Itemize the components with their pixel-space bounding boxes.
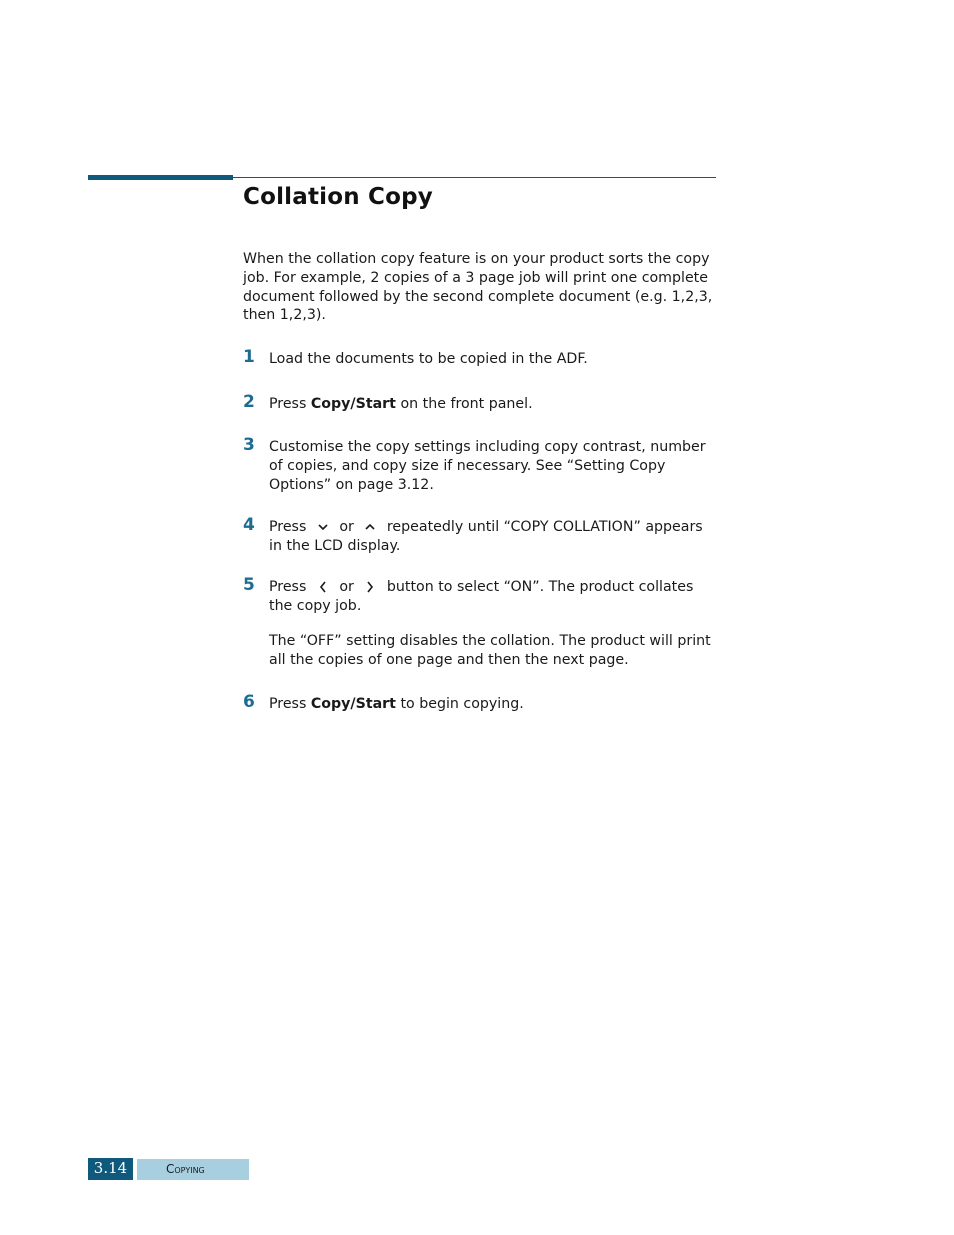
step-text: Customise the copy settings including copy contrast, number of copies, and copy size if necessary. See “Setting Copy Options” on page 3.12. [269, 439, 706, 493]
step-text [269, 695, 719, 714]
copy-start-key: Copy/Start [310, 696, 396, 712]
step-text-mid: or [334, 519, 359, 535]
header-rule-thin [233, 177, 716, 178]
step-text-post: button to select “ON”. The product collates the copy job. [269, 579, 694, 614]
step-number: 2 [243, 392, 255, 412]
step-text-pre: Press [269, 579, 311, 595]
step-text [269, 395, 719, 414]
step-text-pre: Press [269, 696, 311, 712]
step-text-post: on the front panel. [395, 396, 533, 412]
step-number: 3 [243, 435, 255, 455]
header-rule-thick [88, 175, 233, 180]
step-number: 5 [243, 575, 255, 595]
section-title: Collation Copy [243, 184, 433, 210]
chapter-label: Copying [137, 1159, 249, 1180]
step-number: 4 [243, 515, 255, 535]
chevron-down-icon [311, 522, 335, 532]
step-text-pre: Press [269, 396, 311, 412]
intro-paragraph: When the collation copy feature is on your product sorts the copy job. For example, 2 copies of a 3 page job will print one complete document followed by the second complete document (e.g. 1,2,3, then 1,2,3). [243, 251, 713, 324]
chevron-up-icon [358, 522, 382, 532]
step-text: Load the documents to be copied in the ADF. [269, 351, 588, 367]
step-note: The “OFF” setting disables the collation. The product will print all the copies of one page and then the next page. [269, 633, 711, 668]
step-text-mid: or [334, 579, 359, 595]
step-text [269, 518, 719, 556]
step-text-pre: Press [269, 519, 311, 535]
step-number: 1 [243, 347, 255, 367]
copy-start-key: Copy/Start [310, 396, 396, 412]
page-number: 3.14 [88, 1158, 133, 1180]
step-text-post: repeatedly until “COPY COLLATION” appears in the LCD display. [269, 519, 703, 554]
step-number: 6 [243, 692, 255, 712]
chevron-right-icon [358, 580, 382, 594]
step-text-post: to begin copying. [395, 696, 524, 712]
step-text [269, 578, 719, 616]
chevron-left-icon [311, 580, 335, 594]
